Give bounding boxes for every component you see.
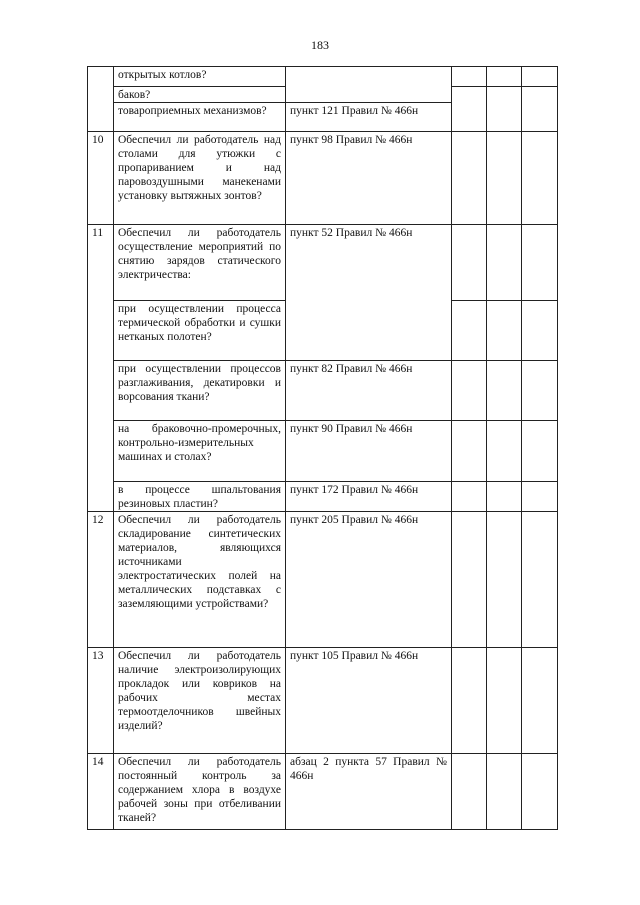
reference-cell: абзац 2 пункта 57 Правил № 466н xyxy=(286,754,452,830)
answer-na-cell[interactable] xyxy=(522,225,558,301)
answer-na-cell[interactable] xyxy=(522,301,558,361)
answer-no-cell[interactable] xyxy=(487,512,522,648)
answer-na-cell[interactable] xyxy=(522,512,558,648)
question-cell: открытых котлов? xyxy=(114,67,286,87)
question-cell: Обеспечил ли работодатель осуществление мероприятий по снятию зарядов статического электричества: xyxy=(114,225,286,301)
answer-no-cell[interactable] xyxy=(487,67,522,87)
answer-na-cell[interactable] xyxy=(522,87,558,132)
row-number: 14 xyxy=(88,754,114,830)
table-row xyxy=(88,512,558,648)
reference-cell: пункт 121 Правил № 466н xyxy=(286,103,452,132)
answer-na-cell[interactable] xyxy=(522,482,558,512)
reference-cell: пункт 52 Правил № 466н xyxy=(286,225,452,361)
answer-no-cell[interactable] xyxy=(487,132,522,225)
answer-yes-cell[interactable] xyxy=(452,754,487,830)
answer-no-cell[interactable] xyxy=(487,421,522,482)
table-row xyxy=(88,421,558,482)
question-cell: при осуществлении процессов разглаживания, декатировки и ворсования ткани? xyxy=(114,361,286,421)
question-cell: Обеспечил ли работодатель складирование синтетических материалов, являющихся источниками электростатических полей на металлических подставках с заземляющими устройствами? xyxy=(114,512,286,648)
table-row xyxy=(88,754,558,830)
answer-no-cell[interactable] xyxy=(487,648,522,754)
question-cell: товароприемных механизмов? xyxy=(114,103,286,132)
table-row xyxy=(88,132,558,225)
answer-na-cell[interactable] xyxy=(522,132,558,225)
answer-yes-cell[interactable] xyxy=(452,421,487,482)
answer-yes-cell[interactable] xyxy=(452,648,487,754)
reference-cell xyxy=(286,67,452,103)
reference-cell: пункт 172 Правил № 466н xyxy=(286,482,452,512)
answer-yes-cell[interactable] xyxy=(452,512,487,648)
answer-na-cell[interactable] xyxy=(522,648,558,754)
question-cell: Обеспечил ли работодатель постоянный контроль за содержанием хлора в воздухе рабочей зоны при отбеливании тканей? xyxy=(114,754,286,830)
answer-yes-cell[interactable] xyxy=(452,67,487,87)
reference-cell: пункт 82 Правил № 466н xyxy=(286,361,452,421)
row-number: 10 xyxy=(88,132,114,225)
table-row xyxy=(88,482,558,512)
checklist-table xyxy=(87,66,558,830)
answer-na-cell[interactable] xyxy=(522,754,558,830)
answer-no-cell[interactable] xyxy=(487,361,522,421)
question-cell: на браковочно-промерочных, контрольно-измерительных машинах и столах? xyxy=(114,421,286,482)
table-row xyxy=(88,67,558,87)
answer-yes-cell[interactable] xyxy=(452,361,487,421)
row-number: 11 xyxy=(88,225,114,512)
answer-no-cell[interactable] xyxy=(487,225,522,301)
answer-yes-cell[interactable] xyxy=(452,132,487,225)
answer-yes-cell[interactable] xyxy=(452,225,487,301)
question-cell: Обеспечил ли работодатель над столами для утюжки с пропариванием и над паровоздушными манекенами установку вытяжных зонтов? xyxy=(114,132,286,225)
answer-no-cell[interactable] xyxy=(487,87,522,132)
answer-yes-cell[interactable] xyxy=(452,482,487,512)
answer-yes-cell[interactable] xyxy=(452,87,487,132)
row-number xyxy=(88,67,114,132)
reference-cell: пункт 105 Правил № 466н xyxy=(286,648,452,754)
reference-cell: пункт 98 Правил № 466н xyxy=(286,132,452,225)
row-number: 12 xyxy=(88,512,114,648)
page-number: 183 xyxy=(311,38,329,52)
answer-na-cell[interactable] xyxy=(522,67,558,87)
answer-na-cell[interactable] xyxy=(522,421,558,482)
answer-no-cell[interactable] xyxy=(487,301,522,361)
answer-no-cell[interactable] xyxy=(487,482,522,512)
question-cell: в процессе шпальтования резиновых пластин? xyxy=(114,482,286,512)
table-row xyxy=(88,225,558,301)
answer-na-cell[interactable] xyxy=(522,361,558,421)
row-number: 13 xyxy=(88,648,114,754)
question-cell: баков? xyxy=(114,87,286,103)
question-cell: Обеспечил ли работодатель наличие электроизолирующих прокладок или ковриков на рабочих местах термоотделочников швейных изделий? xyxy=(114,648,286,754)
table-row xyxy=(88,648,558,754)
answer-no-cell[interactable] xyxy=(487,754,522,830)
table-row xyxy=(88,361,558,421)
question-cell: при осуществлении процесса термической обработки и сушки нетканых полотен? xyxy=(114,301,286,361)
reference-cell: пункт 205 Правил № 466н xyxy=(286,512,452,648)
answer-yes-cell[interactable] xyxy=(452,301,487,361)
reference-cell: пункт 90 Правил № 466н xyxy=(286,421,452,482)
